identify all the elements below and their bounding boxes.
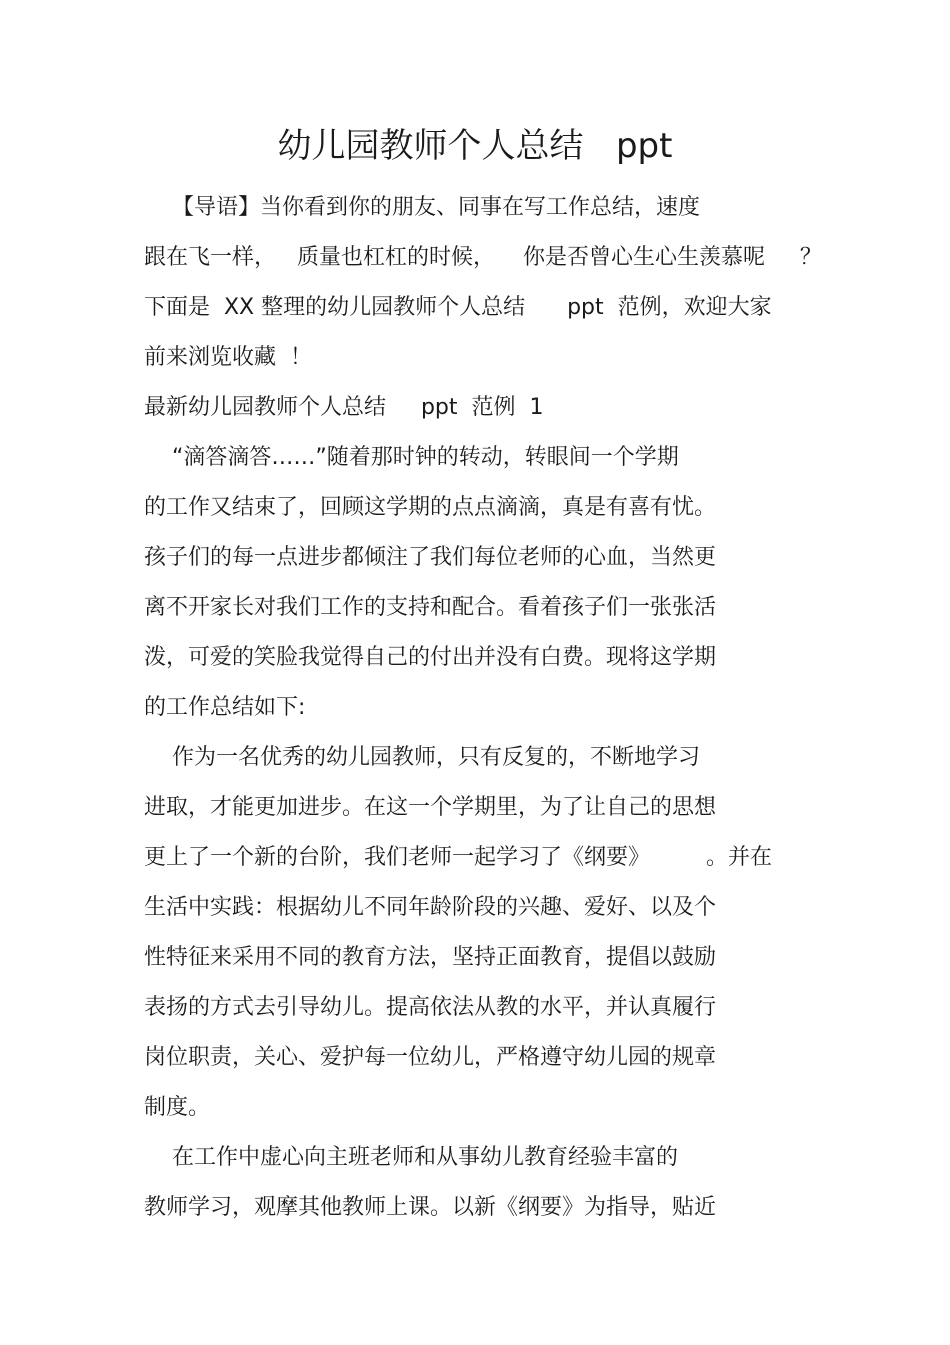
body-line: 跟在飞一样， 质量也杠杠的时候， 你是否曾心生心生羡慕呢 ？	[144, 245, 822, 270]
body-line: 的工作总结如下:	[144, 695, 306, 720]
body-line: 教师学习，观摩其他教师上课。以新《纲要》为指导，贴近	[144, 1195, 717, 1220]
body-line: 岗位职责，关心、爱护每一位幼儿，严格遵守幼儿园的规章	[144, 1045, 717, 1070]
body-line: 生活中实践：根据幼儿不同年龄阶段的兴趣、爱好、以及个	[144, 895, 717, 920]
body-line: 表扬的方式去引导幼儿。提高依法从教的水平，并认真履行	[144, 995, 717, 1020]
body-line: 进取，才能更加进步。在这一个学期里，为了让自己的思想	[144, 795, 717, 820]
body-line: 孩子们的每一点进步都倾注了我们每位老师的心血，当然更	[144, 545, 717, 570]
body-line: 前来浏览收藏 ！	[144, 345, 312, 370]
body-line: 离不开家长对我们工作的支持和配合。看着孩子们一张张活	[144, 595, 717, 620]
body-line: 制度。	[144, 1095, 211, 1120]
body-line: 泼，可爱的笑脸我觉得自己的付出并没有白费。现将这学期	[144, 645, 717, 670]
body-line: 下面是 XX 整理的幼儿园教师个人总结 ppt 范例，欢迎大家	[144, 295, 772, 320]
body-line: 【导语】当你看到你的朋友、同事在写工作总结，速度	[144, 195, 700, 220]
body-line: 在工作中虚心向主班老师和从事幼儿教育经验丰富的	[144, 1145, 678, 1170]
body-line: 作为一名优秀的幼儿园教师，只有反复的，不断地学习	[144, 745, 700, 770]
section-heading: 最新幼儿园教师个人总结 ppt 范例 1	[144, 395, 544, 420]
body-line: 性特征来采用不同的教育方法，坚持正面教育，提倡以鼓励	[144, 945, 717, 970]
body-line: 更上了一个新的台阶，我们老师一起学习了《纲要》 。并在	[144, 845, 772, 870]
document-title: 幼儿园教师个人总结 ppt	[277, 126, 673, 166]
body-line: “滴答滴答……”随着那时钟的转动，转眼间一个学期	[144, 445, 679, 470]
body-line: 的工作又结束了，回顾这学期的点点滴滴，真是有喜有忧。	[144, 495, 717, 520]
